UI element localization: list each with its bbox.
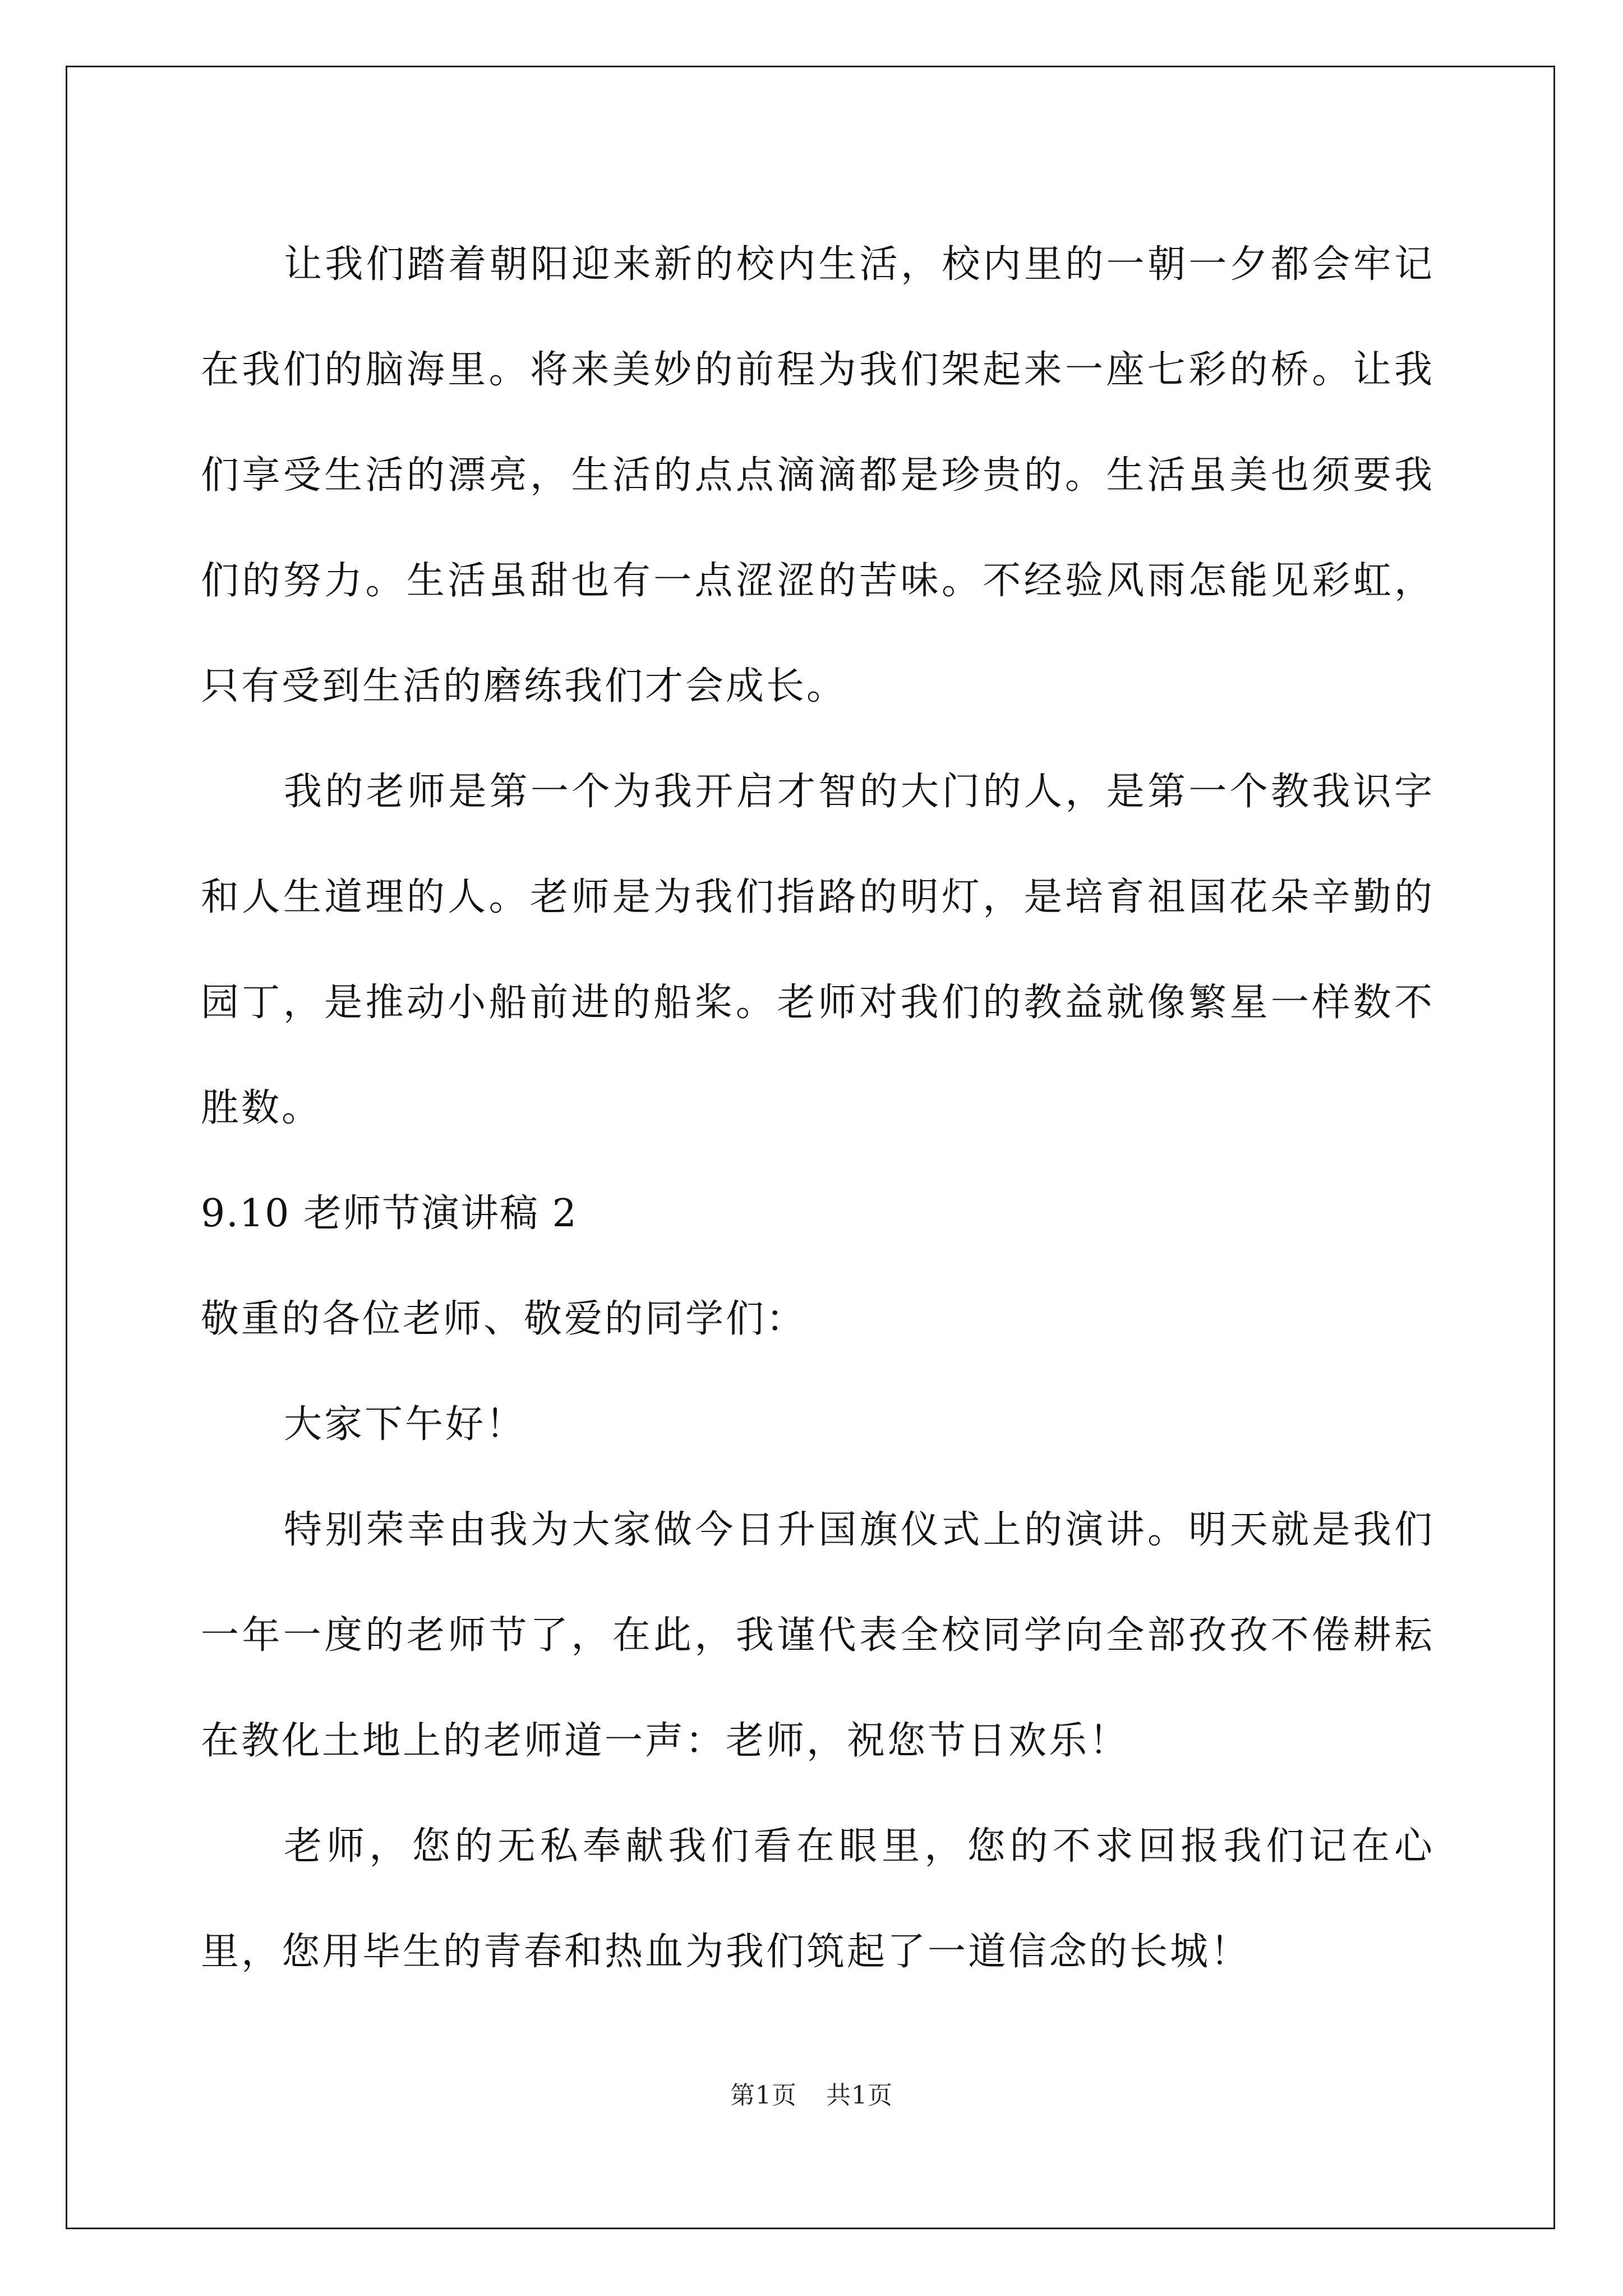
page-total: 共1页 xyxy=(826,2081,893,2110)
paragraph-3: 特别荣幸由我为大家做今日升国旗仪式上的演讲。明天就是我们一年一度的老师节了，在此，我谨代表全校同学向全部孜孜不倦耕耘在教化土地上的老师道一声：老师，祝您节日欢乐！ xyxy=(201,1508,1435,1763)
document-body xyxy=(201,212,1435,2005)
salutation: 敬重的各位老师、敬爱的同学们： xyxy=(201,1297,807,1341)
page-number: 第1页 xyxy=(730,2081,797,2110)
paragraph-4: 老师，您的无私奉献我们看在眼里，您的不求回报我们记在心里，您用毕生的青春和热血为我们筑起了一道信念的长城！ xyxy=(201,1824,1435,1974)
section-heading: 9.10 老师节演讲稿 2 xyxy=(201,1191,578,1236)
page-footer xyxy=(0,2079,1623,2113)
paragraph-2: 我的老师是第一个为我开启才智的大门的人，是第一个教我识字和人生道理的人。老师是为我们指路的明灯，是培育祖国花朵辛勤的园丁，是推动小船前进的船桨。老师对我们的教益就像繁星一样数不胜数。 xyxy=(201,770,1435,1130)
paragraph-1: 让我们踏着朝阳迎来新的校内生活，校内里的一朝一夕都会牢记在我们的脑海里。将来美妙的前程为我们架起来一座七彩的桥。让我们享受生活的漂亮，生活的点点滴滴都是珍贵的。生活虽美也须要我们的努力。生活虽甜也有一点涩涩的苦味。不经验风雨怎能见彩虹，只有受到生活的磨练我们才会成长。 xyxy=(201,242,1435,708)
greeting: 大家下午好！ xyxy=(284,1402,527,1447)
